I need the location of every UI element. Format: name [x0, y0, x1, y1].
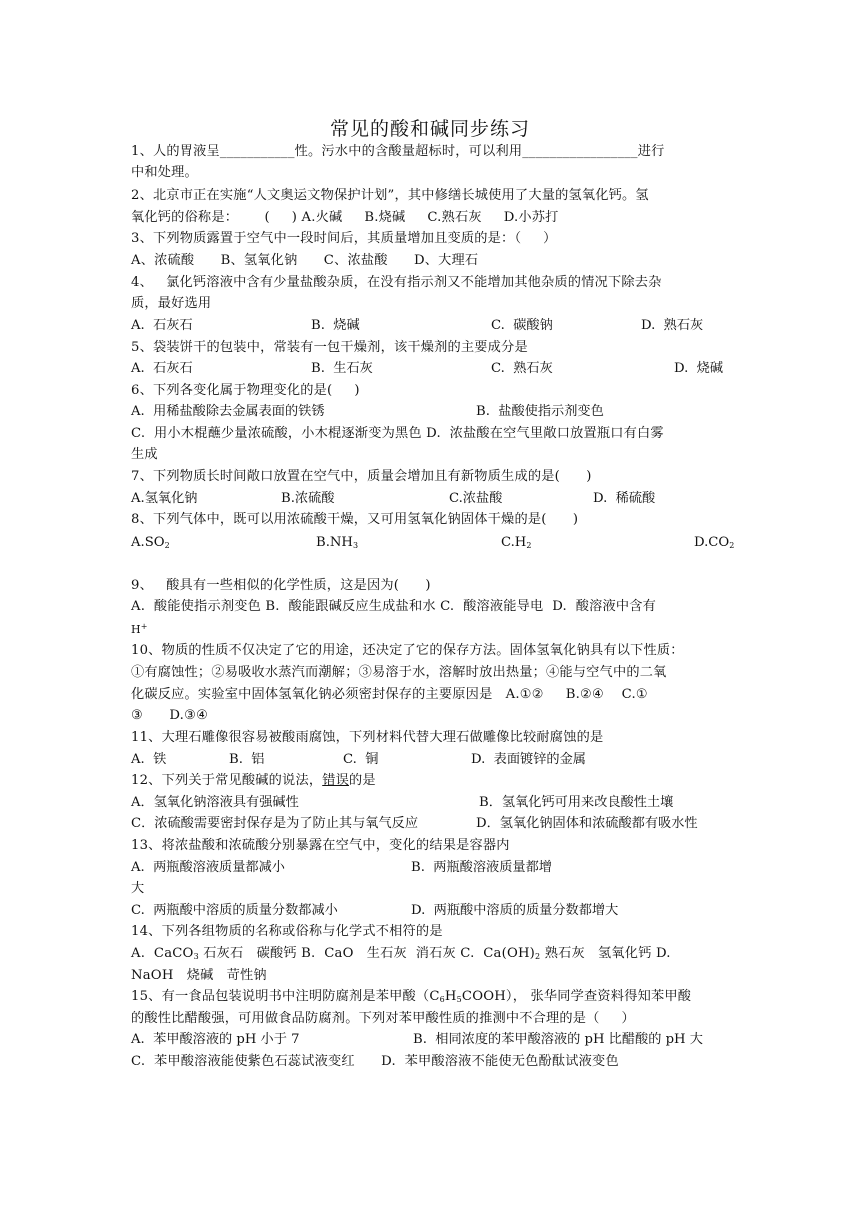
q2-line-2: 氧化钙的俗称是： ( ) A.火碱 B.烧碱 C.熟石灰 D.小苏打: [131, 210, 559, 225]
q4-line-2: 质，最好选用: [131, 296, 212, 311]
q12-option-c: C．浓硫酸需要密封保存是为了防止其与氧气反应: [131, 816, 419, 831]
q9-line-1: 9、 酸具有一些相似的化学性质，这是因为( ): [131, 578, 431, 593]
q6-line-3: C. 用小木棍蘸少量浓硫酸，小木棍逐渐变为黑色 D. 浓盐酸在空气里敞口放置瓶口有白雾: [131, 426, 664, 441]
q8-option-a: $A.SO_2$: [131, 535, 170, 550]
q10-line-1: 10、物质的性质不仅决定了它的用途，还决定了它的保存方法。固体氢氧化钠具有以下性质：: [131, 643, 684, 658]
q1-line-2: 中和处理。: [131, 165, 198, 180]
q5-option-c: C. 熟石灰: [491, 361, 553, 376]
q11-option-b: B. 铝: [229, 752, 265, 767]
q9-line-2: A. 酸能使指示剂变色 B. 酸能跟碱反应生成盐和水 C. 酸溶液能导电 D. 酸溶液中含有: [131, 599, 657, 614]
q8-option-c: $C.H_2$: [501, 535, 532, 550]
q15-option-b: B. 相同浓度的苯甲酸溶液的 pH 比醋酸的 pH 大: [413, 1032, 703, 1047]
q7-option-b: B.浓硫酸: [281, 491, 335, 506]
q14-line-2: A. CaCO$_3$ 石灰石 碳酸钙 B. CaO 生石灰 消石灰 C. $Ca(OH)_2$ 熟石灰 氢氧化钙 D.: [131, 946, 671, 961]
q5-option-a: A. 石灰石: [131, 361, 193, 376]
q3-line-1: 3、下列物质露置于空气中一段时间后，其质量增加且变质的是：（ ）: [131, 231, 557, 246]
q4-option-b: B. 烧碱: [311, 318, 360, 333]
q14-line-1: 14、下列各组物质的名称或俗称与化学式不相符的是: [131, 924, 443, 939]
q10-line-2: ①有腐蚀性；②易吸收水蒸汽而潮解；③易溶于水，溶解时放出热量；④能与空气中的二氧: [131, 665, 667, 680]
q4-option-a: A. 石灰石: [131, 318, 193, 333]
q13-option-b: B. 两瓶酸溶液质量都增: [411, 860, 552, 875]
q5-line-1: 5、袋装饼干的包装中，常装有一包干燥剂，该干燥剂的主要成分是: [131, 340, 528, 355]
page-title: 常见的酸和碱同步练习: [329, 118, 530, 140]
q6-option-a: A. 用稀盐酸除去金属表面的铁锈: [131, 404, 325, 419]
q8-option-b: $B.NH_3$: [316, 535, 359, 550]
q5-option-d: D. 烧碱: [674, 361, 724, 376]
q10-line-4: ③ D.③④: [131, 708, 209, 723]
q7-option-a: A.氢氧化钠: [131, 491, 198, 506]
q13-line-3: 大: [131, 881, 145, 896]
q15-line-4: C. 苯甲酸溶液能使紫色石蕊试液变红 D. 苯甲酸溶液不能使无色酚酞试液变色: [131, 1054, 619, 1069]
q7-option-d: D. 稀硫酸: [593, 491, 656, 506]
q7-line-1: 7、下列物质长时间敞口放置在空气中，质量会增加且有新物质生成的是( ): [131, 469, 592, 484]
q5-option-b: B. 生石灰: [311, 361, 373, 376]
q13-option-a: A. 两瓶酸溶液质量都减小: [131, 860, 285, 875]
q6-line-1: 6、下列各变化属于物理变化的是( ): [131, 383, 360, 398]
q12-option-d: D．氢氧化钠固体和浓硫酸都有吸水性: [476, 816, 698, 831]
q11-option-c: C. 铜: [343, 752, 379, 767]
q8-option-d: $D.CO_2$: [694, 535, 735, 550]
q4-line-1: 4、 氯化钙溶液中含有少量盐酸杂质，在没有指示剂又不能增加其他杂质的情况下除去杂: [131, 275, 662, 290]
q6-line-4: 生成: [131, 447, 158, 462]
q7-option-c: C.浓盐酸: [449, 491, 503, 506]
q15-option-a: A. 苯甲酸溶液的 pH 小于 7: [131, 1032, 300, 1047]
q6-option-b: B. 盐酸使指示剂变色: [476, 404, 604, 419]
q13-option-d: D. 两瓶酸中溶质的质量分数都增大: [411, 903, 619, 918]
q11-option-a: A. 铁: [131, 752, 167, 767]
q9-line-3: H+: [131, 622, 148, 636]
q13-option-c: C. 两瓶酸中溶质的质量分数都减小: [131, 903, 338, 918]
q3-options: A、浓硫酸 B、氢氧化钠 C、浓盐酸 D、大理石: [131, 253, 479, 268]
q2-line-1: 2、北京市正在实施“人文奥运文物保护计划”，其中修缮长城使用了大量的氢氧化钙。氢: [131, 188, 649, 203]
q12-option-b: B．氢氧化钙可用来改良酸性土壤: [479, 795, 674, 810]
q12-underlined-word: 错误: [322, 773, 349, 788]
q15-line-1: 15、有一食品包装说明书中注明防腐剂是苯甲酸$(C_6H_5COOH)$， 张华同学查资料得知苯甲酸: [131, 989, 692, 1004]
q12-option-a: A．氢氧化钠溶液具有强碱性: [131, 795, 299, 810]
q4-option-d: D. 熟石灰: [641, 318, 704, 333]
q13-line-1: 13、将浓盐酸和浓硫酸分别暴露在空气中，变化的结果是容器内: [131, 838, 510, 853]
q12-line-1: 12、下列关于常见酸碱的说法，错误的是: [131, 773, 376, 788]
q11-line-1: 11、大理石雕像很容易被酸雨腐蚀，下列材料代替大理石做雕像比较耐腐蚀的是: [131, 730, 604, 745]
q4-option-c: C. 碳酸钠: [491, 318, 553, 333]
q14-line-3: NaOH 烧碱 苛性钠: [131, 968, 267, 983]
q1-line-1: 1、人的胃液呈___________性。污水中的含酸量超标时，可以利用_________________进行: [131, 144, 665, 159]
q11-option-d: D. 表面镀锌的金属: [471, 752, 586, 767]
q8-line-1: 8、下列气体中，既可以用浓硫酸干燥，又可用氢氧化钠固体干燥的是( ): [131, 512, 579, 527]
q15-line-2: 的酸性比醋酸强，可用做食品防腐剂。下列对苯甲酸性质的推测中不合理的是（ ）: [131, 1011, 635, 1026]
q10-line-3: 化碳反应。实验室中固体氢氧化钠必须密封保存的主要原因是 A.①② B.②④ C.①: [131, 687, 648, 702]
